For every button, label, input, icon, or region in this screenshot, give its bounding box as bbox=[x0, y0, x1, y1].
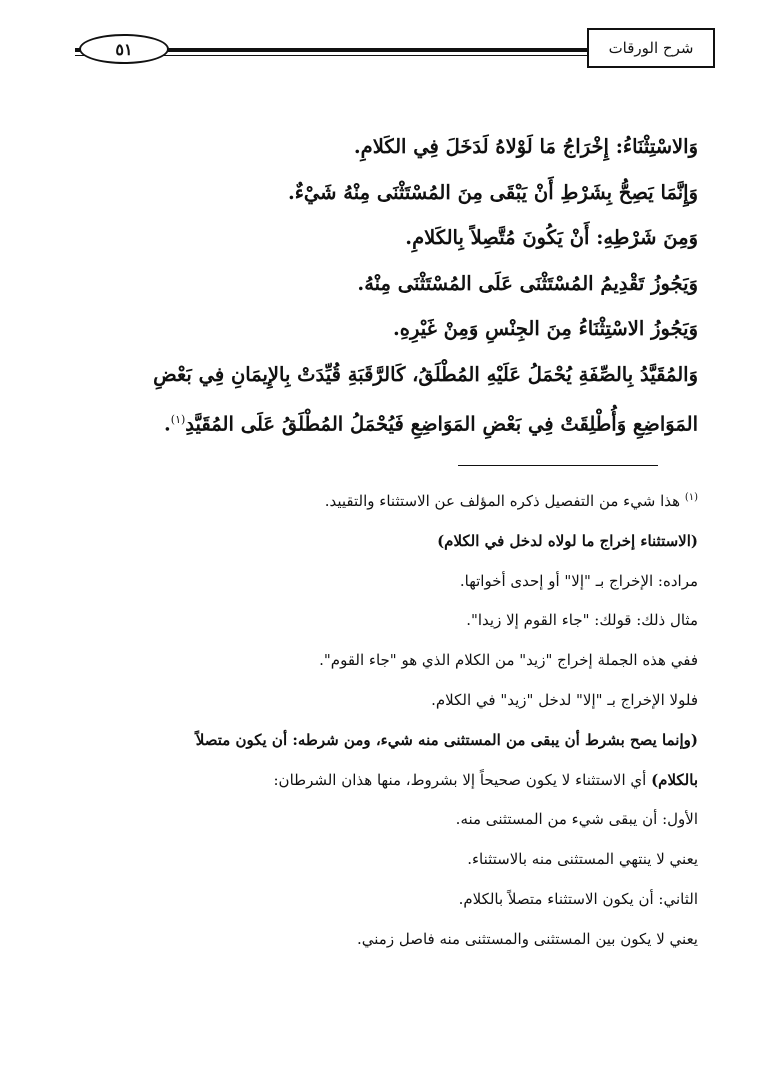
matn-text bbox=[50, 124, 698, 447]
footnote-text: هذا شيء من التفصيل ذكره المؤلف عن الاستثناء والتقييد. bbox=[324, 492, 681, 510]
commentary-heading-cont: بالكلام) bbox=[651, 770, 698, 789]
commentary-line: الأول: أن يبقى شيء من المستثنى منه. bbox=[455, 810, 698, 829]
commentary-line: يعني لا ينتهي المستثنى منه بالاستثناء. bbox=[467, 850, 698, 869]
matn-line: وَيَجُوزُ تَقْدِيمُ المُسْتَثْنَى عَلَى المُسْتَثْنَى مِنْهُ. bbox=[357, 271, 698, 295]
commentary-line: يعني لا يكون بين المستثنى والمستثنى منه فاصل زمني. bbox=[357, 929, 698, 948]
running-header bbox=[45, 22, 715, 72]
footnote bbox=[48, 478, 698, 522]
footnote-separator bbox=[458, 465, 658, 466]
footnote-mark: (١) bbox=[684, 492, 698, 503]
matn-line: وَالاسْتِثْنَاءُ: إِخْرَاجُ مَا لَوْلاهُ لَدَخَلَ فِي الكَلامِ. bbox=[353, 135, 698, 158]
commentary-line: مثال ذلك: قولك: "جاء القوم إلا زيدا". bbox=[466, 611, 698, 630]
matn-line: وَيَجُوزُ الاسْتِثْنَاءُ مِنَ الجِنْسِ وَمِنْ غَيْرِهِ. bbox=[392, 317, 698, 340]
book-title: شرح الورقات bbox=[587, 28, 715, 68]
matn-line: وَإِنَّمَا يَصِحُّ بِشَرْطِ أَنْ يَبْقَى مِنَ المُسْتَثْنَى مِنْهُ شَيْءٌ. bbox=[287, 180, 698, 204]
commentary-line bbox=[48, 761, 698, 801]
commentary bbox=[48, 478, 698, 960]
matn-line: وَمِنَ شَرْطِهِ: أَنْ يَكُونَ مُتَّصِلاً بِالكَلامِ. bbox=[405, 226, 698, 249]
matn-last-text: المَوَاضِعِ وَأُطْلِقَتْ فِي بَعْضِ المَوَاضِعِ فَيُحْمَلُ المُطْلَقُ عَلَى المُقَيَّدِ bbox=[185, 412, 698, 436]
commentary-line: مراده: الإخراج بـ "إلا" أو إحدى أخواتها. bbox=[459, 571, 698, 590]
commentary-line: الثاني: أن يكون الاستثناء متصلاً بالكلام. bbox=[458, 889, 698, 908]
commentary-line-text: أي الاستثناء لا يكون صحيحاً إلا بشروط، منها هذان الشرطان: bbox=[273, 770, 652, 789]
commentary-line: ففي هذه الجملة إخراج "زيد" من الكلام الذي هو "جاء القوم". bbox=[319, 651, 698, 670]
footnote-reference: (١) bbox=[170, 413, 186, 426]
matn-last-end: . bbox=[163, 412, 171, 436]
page-number: ٥١ bbox=[79, 34, 169, 64]
matn-line: وَالمُقَيَّدُ بِالصِّفَةِ يُحْمَلُ عَلَيْهِ المُطْلَقُ، كَالرَّقَبَةِ قُيِّدَتْ بِالإِيمَانِ فِي بَعْضِ bbox=[153, 362, 698, 386]
matn-line-last bbox=[50, 397, 698, 447]
commentary-heading: (الاستثناء إخراج ما لولاه لدخل في الكلام) bbox=[437, 531, 698, 550]
commentary-line: فلولا الإخراج بـ "إلا" لدخل "زيد" في الكلام. bbox=[431, 690, 698, 709]
commentary-heading: (وإنما يصح بشرط أن يبقى من المستثنى منه شيء، ومن شرطه: أن يكون متصلاً bbox=[195, 730, 698, 749]
